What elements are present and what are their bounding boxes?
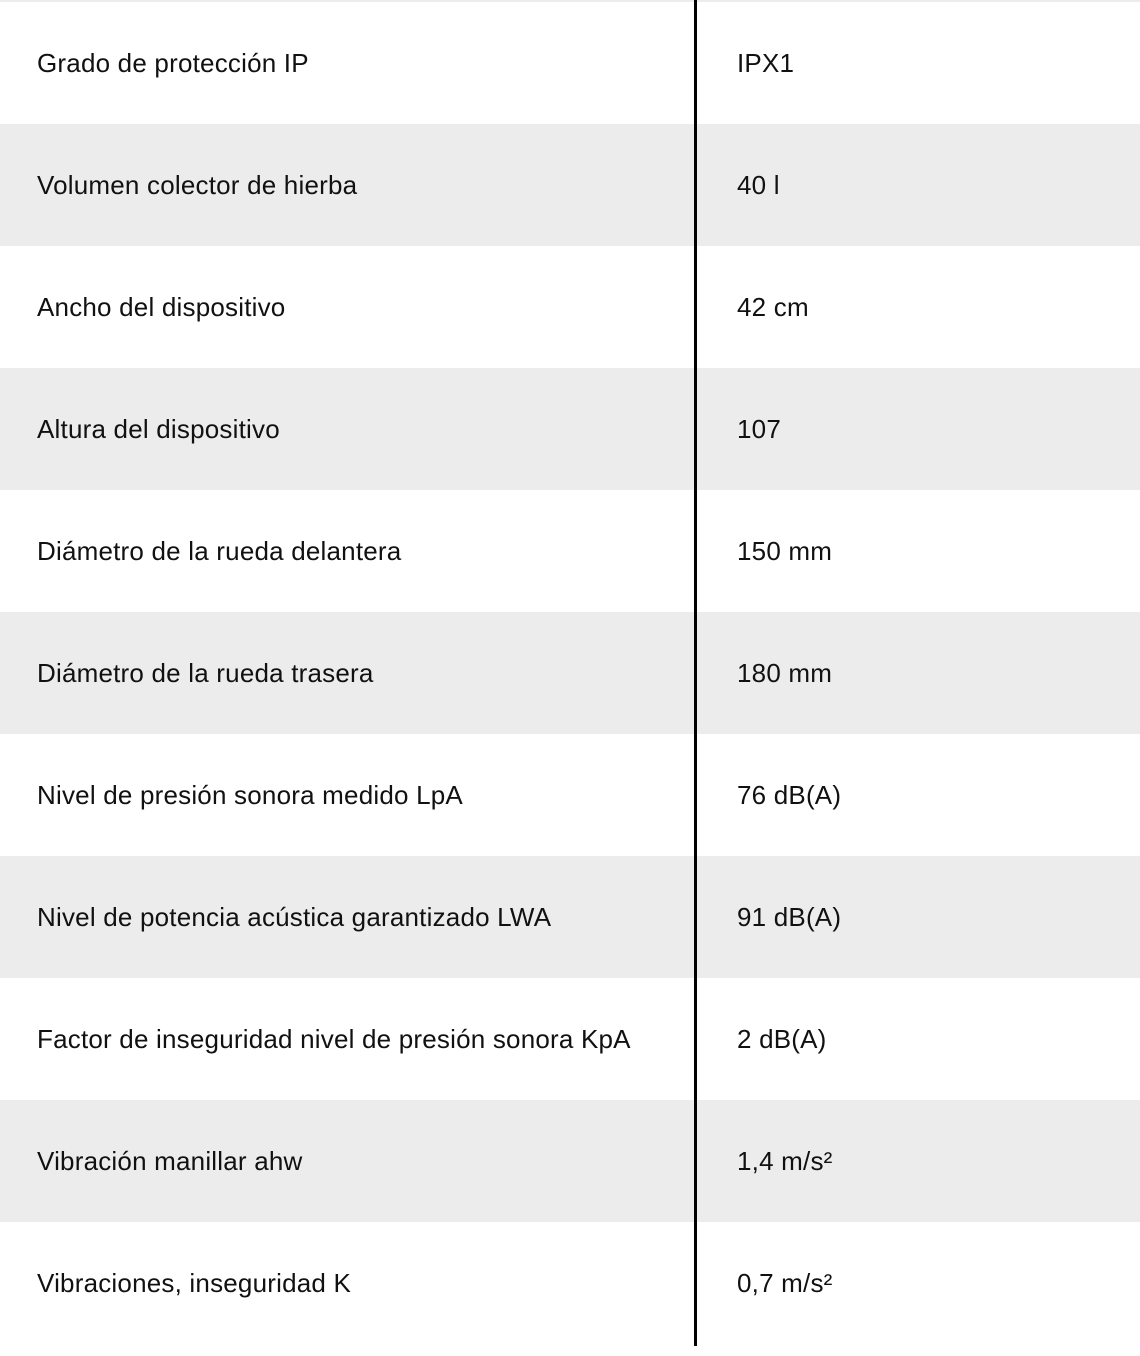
spec-row-sound-pressure-level <box>0 734 1140 856</box>
spec-value: 150 mm <box>737 535 833 566</box>
spec-value: IPX1 <box>737 47 795 78</box>
spec-label: Factor de inseguridad nivel de presión sonora KpA <box>37 1023 631 1054</box>
spec-label: Diámetro de la rueda delantera <box>37 535 402 566</box>
spec-row-rear-wheel-diameter <box>0 612 1140 734</box>
spec-value: 0,7 m/s² <box>737 1267 833 1298</box>
spec-value: 180 mm <box>737 657 833 688</box>
spec-label: Volumen colector de hierba <box>37 169 358 200</box>
spec-label: Ancho del dispositivo <box>37 291 286 322</box>
spec-label: Altura del dispositivo <box>37 413 280 444</box>
spec-value: 91 dB(A) <box>737 901 842 932</box>
spec-value: 1,4 m/s² <box>737 1145 833 1176</box>
spec-label: Nivel de potencia acústica garantizado LWA <box>37 901 552 932</box>
spec-row-handle-vibration <box>0 1100 1140 1222</box>
column-divider <box>694 0 697 1346</box>
spec-row-sound-pressure-uncertainty <box>0 978 1140 1100</box>
spec-row-device-height <box>0 368 1140 490</box>
spec-label: Vibración manillar ahw <box>37 1145 303 1176</box>
spec-value: 40 l <box>737 169 780 200</box>
spec-row-grass-collector-volume <box>0 124 1140 246</box>
spec-value: 76 dB(A) <box>737 779 842 810</box>
spec-row-ip-rating <box>0 2 1140 124</box>
spec-value: 42 cm <box>737 291 809 322</box>
spec-row-vibration-uncertainty <box>0 1222 1140 1344</box>
spec-label: Vibraciones, inseguridad K <box>37 1267 352 1298</box>
spec-row-sound-power-level <box>0 856 1140 978</box>
spec-value: 107 <box>737 413 781 444</box>
spec-value: 2 dB(A) <box>737 1023 827 1054</box>
spec-row-front-wheel-diameter <box>0 490 1140 612</box>
spec-label: Nivel de presión sonora medido LpA <box>37 779 463 810</box>
spec-label: Grado de protección IP <box>37 47 309 78</box>
spec-row-device-width <box>0 246 1140 368</box>
spec-label: Diámetro de la rueda trasera <box>37 657 374 688</box>
